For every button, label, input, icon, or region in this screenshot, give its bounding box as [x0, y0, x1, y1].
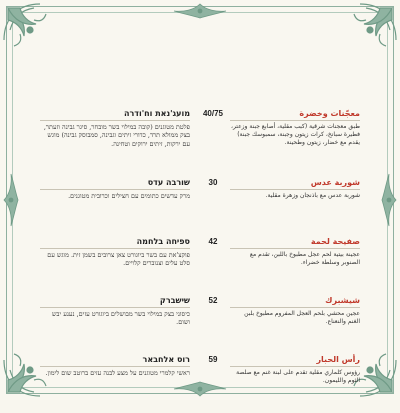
divider [40, 307, 190, 308]
arabic-column [230, 177, 360, 200]
arabic-dish-title: معجّنات وخضرة [299, 109, 360, 118]
edge-ornament-icon [170, 2, 230, 20]
edge-ornament-icon [380, 170, 398, 230]
arabic-dish-description: عجين محشي بلحم العجل المفروم مطبوخ بلبن الغنم والنعناع. [244, 310, 360, 326]
menu-item [40, 108, 360, 177]
hebrew-dish-description: פוקצ'את עם בשר ביוגורט צאן צרובים בשמן זית. מוגש עם סלט עלים וצנוברים קלויים. [47, 251, 190, 268]
menu-list [40, 108, 360, 413]
menu-item [40, 236, 360, 295]
divider [40, 120, 190, 121]
arabic-dish-title: شيشبرك [325, 296, 360, 305]
divider [40, 189, 190, 190]
dish-price: 42 [208, 237, 218, 246]
hebrew-dish-description: פלטת מטוגנים (קובה במילוי בשר מובחר, סיגר גבינה וזעתר, בצק ממולא תרד, כדורי זיתים וגבינה, סמבוסק גבינה) מוגש עם ירקות, זיתים ירוקים וטחינה. [43, 123, 190, 148]
arabic-dish-description: رؤوس كلماري مقلية تقدم على لبنة غنم مع صلصة الثوم والليمون. [236, 369, 360, 385]
divider [230, 120, 360, 121]
corner-ornament-icon [320, 0, 400, 80]
divider [230, 307, 360, 308]
arabic-dish-description: طبق معجنات شرقية (كبب مقلية، أصابع جبنة وزعتر، فطيرة سبانخ، كرات زيتون وجبنة، سمبوسك جبنة) يقدم مع خضار، زيتون وطحينة. [231, 123, 360, 147]
arabic-dish-title: صفيحة لحمة [310, 237, 360, 246]
divider [230, 248, 360, 249]
divider [40, 248, 190, 249]
dish-price: 30 [208, 178, 218, 187]
hebrew-dish-description: כיסוני בצק במילוי בשר מבושלים ביוגורט עזים, נענע יבש ושום. [51, 310, 190, 327]
hebrew-column [40, 295, 190, 327]
dish-price: 40/75 [202, 109, 224, 118]
corner-ornament-icon [0, 0, 80, 80]
menu-item [40, 177, 360, 236]
hebrew-dish-title: מועג'נאת וח'ודרה [123, 109, 190, 118]
divider [230, 366, 360, 367]
hebrew-dish-description: מרק עדשים כתומים עם חצילים וכרובית מטוגנים. [68, 192, 190, 200]
arabic-column [230, 236, 360, 267]
hebrew-column [40, 236, 190, 268]
arabic-dish-description: عجينة بيتية لحم عجل مطبوخ باللبن، تقدم مع الصنوبر وسلطة خضراء. [249, 251, 360, 267]
arabic-column [230, 108, 360, 148]
dish-price: 59 [208, 355, 218, 364]
hebrew-dish-description: ראשי קלמרי מטוגנים על מצע לבנה עזים ברוטב שום לימון. [45, 369, 190, 377]
hebrew-dish-title: רוס אלחבאר [142, 355, 190, 364]
hebrew-dish-title: שישברק [159, 296, 190, 305]
menu-item [40, 295, 360, 354]
dish-price: 52 [208, 296, 218, 305]
arabic-dish-title: شوربة عدس [310, 178, 360, 187]
arabic-dish-title: رأس الحبار [316, 355, 360, 364]
hebrew-column [40, 354, 190, 377]
menu-item [40, 354, 360, 413]
hebrew-column [40, 177, 190, 200]
divider [230, 189, 360, 190]
divider [40, 366, 190, 367]
edge-ornament-icon [2, 170, 20, 230]
arabic-column [230, 295, 360, 326]
hebrew-column [40, 108, 190, 148]
arabic-dish-description: شوربة عدس مع باذنجان وزهرة مقلية. [265, 192, 360, 199]
arabic-column [230, 354, 360, 385]
hebrew-dish-title: ספיחה בלחמה [136, 237, 190, 246]
hebrew-dish-title: שורבה עדס [147, 178, 190, 187]
